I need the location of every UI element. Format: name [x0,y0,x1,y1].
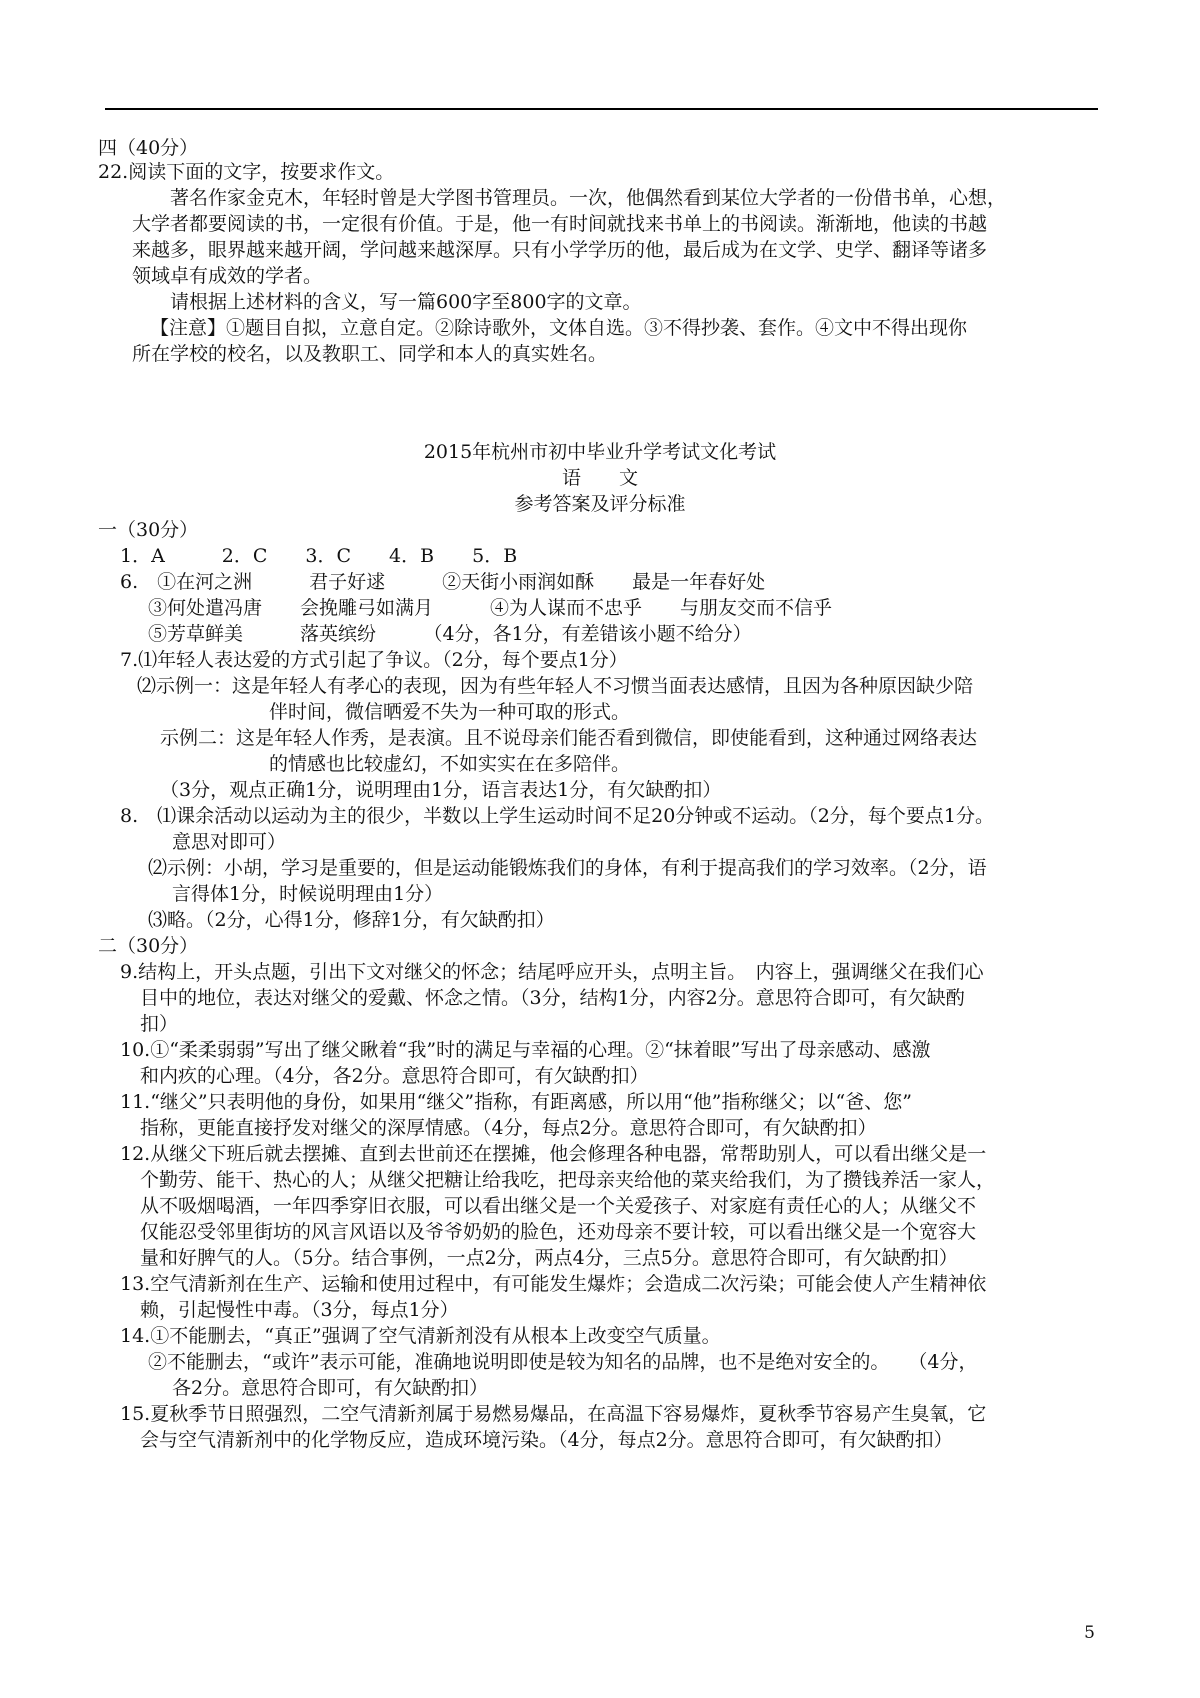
answer-line: ⑤芳草鲜美 落英缤纷 （4分，各1分，有差错该小题不给分） [148,623,752,645]
answer-line: 和内疚的心理。（4分，各2分。意思符合即可，有欠缺酌扣） [140,1065,649,1087]
answer-line: 8. ⑴课余活动以运动为主的很少，半数以上学生运动时间不足20分钟或不运动。（2分，每个要点1分。 [120,805,994,827]
answer-line: 9.结构上，开头点题，引出下文对继父的怀念；结尾呼应开头，点明主旨。 内容上，强调继父在我们心 [120,961,984,983]
q22-para1-line: 著名作家金克木，年轻时曾是大学图书管理员。一次，他偶然看到某位大学者的一份借书单，心想， [170,187,1007,209]
answer-line: 示例二：这是年轻人作秀，是表演。且不说母亲们能否看到微信，即使能看到，这种通过网络表达 [160,727,978,749]
answer-line: ⑵示例一：这是年轻人有孝心的表现，因为有些年轻人不习惯当面表达感情，且因为各种原因缺少陪 [137,675,974,697]
answer-line: 个勤劳、能干、热心的人；从继父把糖让给我吃，把母亲夹给他的菜夹给我们，为了攒钱养活一家人， [140,1169,996,1191]
q22-note-line: 【注意】①题目自拟，立意自定。②除诗歌外，文体自选。③不得抄袭、套作。④文中不得出现你 [150,317,968,339]
answer-line: 各2分。意思符合即可，有欠缺酌扣） [172,1377,489,1399]
q22-para2: 请根据上述材料的含义，写一篇600字至800字的文章。 [170,291,642,313]
answer-line: ②不能删去，“或许”表示可能，准确地说明即使是较为知名的品牌，也不是绝对安全的。 （4分， [148,1351,978,1373]
header-rule [105,108,1098,110]
answer-line: 量和好脾气的人。（5分。结合事例，一点2分，两点4分，三点5分。意思符合即可，有欠缺酌扣） [140,1247,958,1269]
answer-line: 11.“继父”只表明他的身份，如果用“继父”指称，有距离感，所以用“他”指称继父；以“爸、您” [120,1091,912,1113]
answer-line: 赖，引起慢性中毒。（3分，每点1分） [140,1299,459,1321]
part4-heading: 四（40分） [98,137,199,159]
answer-line: 1．A 2．C 3．C 4．B 5．B [120,545,518,567]
answer-line: 言得体1分，时候说明理由1分） [172,883,444,905]
section2-heading: 二（30分） [98,935,199,957]
answer-key-title: 2015年杭州市初中毕业升学考试文化考试 [423,441,777,463]
answer-line: 会与空气清新剂中的化学物反应，造成环境污染。（4分，每点2分。意思符合即可，有欠缺酌扣） [140,1429,953,1451]
q22-para1-line: 领域卓有成效的学者。 [132,265,323,287]
page-number: 5 [1084,1623,1095,1643]
answer-line: 10.①“柔柔弱弱”写出了继父瞅着“我”时的满足与幸福的心理。②“抹着眼”写出了母亲感动、感激 [120,1039,931,1061]
section1-heading: 一（30分） [98,519,199,541]
answer-key-subject: 语 文 [561,467,638,489]
q22-prompt: 22.阅读下面的文字，按要求作文。 [98,161,395,183]
q22-para1-line: 大学者都要阅读的书，一定很有价值。于是，他一有时间就找来书单上的书阅读。渐渐地，他读的书越 [132,213,988,235]
answer-line: 12.从继父下班后就去摆摊、直到去世前还在摆摊，他会修理各种电器，常帮助别人，可以看出继父是一 [120,1143,987,1165]
answer-line: （3分，观点正确1分，说明理由1分，语言表达1分，有欠缺酌扣） [160,779,722,801]
answer-line: ⑵示例：小胡，学习是重要的，但是运动能锻炼我们的身体，有利于提高我们的学习效率。（2分，语 [148,857,987,879]
answer-line: 伴时间，微信晒爱不失为一种可取的形式。 [269,701,631,723]
answer-line: 13.空气清新剂在生产、运输和使用过程中，有可能发生爆炸；会造成二次污染；可能会使人产生精神依 [120,1273,987,1295]
answer-key-subtitle: 参考答案及评分标准 [514,493,686,515]
answer-line: 仅能忍受邻里街坊的风言风语以及爷爷奶奶的脸色，还劝母亲不要计较，可以看出继父是一个宽容大 [140,1221,977,1243]
answer-line: 6. ①在河之洲 君子好逑 ②天街小雨润如酥 最是一年春好处 [120,571,766,593]
answer-line: 扣） [140,1013,179,1035]
q22-para1-line: 来越多，眼界越来越开阔，学问越来越深厚。只有小学学历的他，最后成为在文学、史学、翻译等诸多 [132,239,988,261]
answer-line: 14.①不能删去，“真正”强调了空气清新剂没有从根本上改变空气质量。 [120,1325,721,1347]
answer-line: ⑶略。（2分，心得1分，修辞1分，有欠缺酌扣） [148,909,555,931]
answer-line: 15.夏秋季节日照强烈，二空气清新剂属于易燃易爆品，在高温下容易爆炸，夏秋季节容易产生臭氧，它 [120,1403,987,1425]
answer-line: ③何处遣冯唐 会挽雕弓如满月 ④为人谋而不忠乎 与朋友交而不信乎 [148,597,833,619]
answer-line: 的情感也比较虚幻，不如实实在在多陪伴。 [269,753,631,775]
answer-line: 7.⑴年轻人表达爱的方式引起了争议。（2分，每个要点1分） [120,649,628,671]
q22-note-line: 所在学校的校名，以及教职工、同学和本人的真实姓名。 [132,343,608,365]
answer-line: 指称，更能直接抒发对继父的深厚情感。（4分，每点2分。意思符合即可，有欠缺酌扣） [140,1117,877,1139]
answer-line: 意思对即可） [172,831,287,853]
answer-line: 从不吸烟喝酒，一年四季穿旧衣服，可以看出继父是一个关爱孩子、对家庭有责任心的人；从继父不 [140,1195,977,1217]
answer-line: 目中的地位，表达对继父的爱戴、怀念之情。（3分，结构1分，内容2分。意思符合即可，有欠缺酌 [140,987,965,1009]
